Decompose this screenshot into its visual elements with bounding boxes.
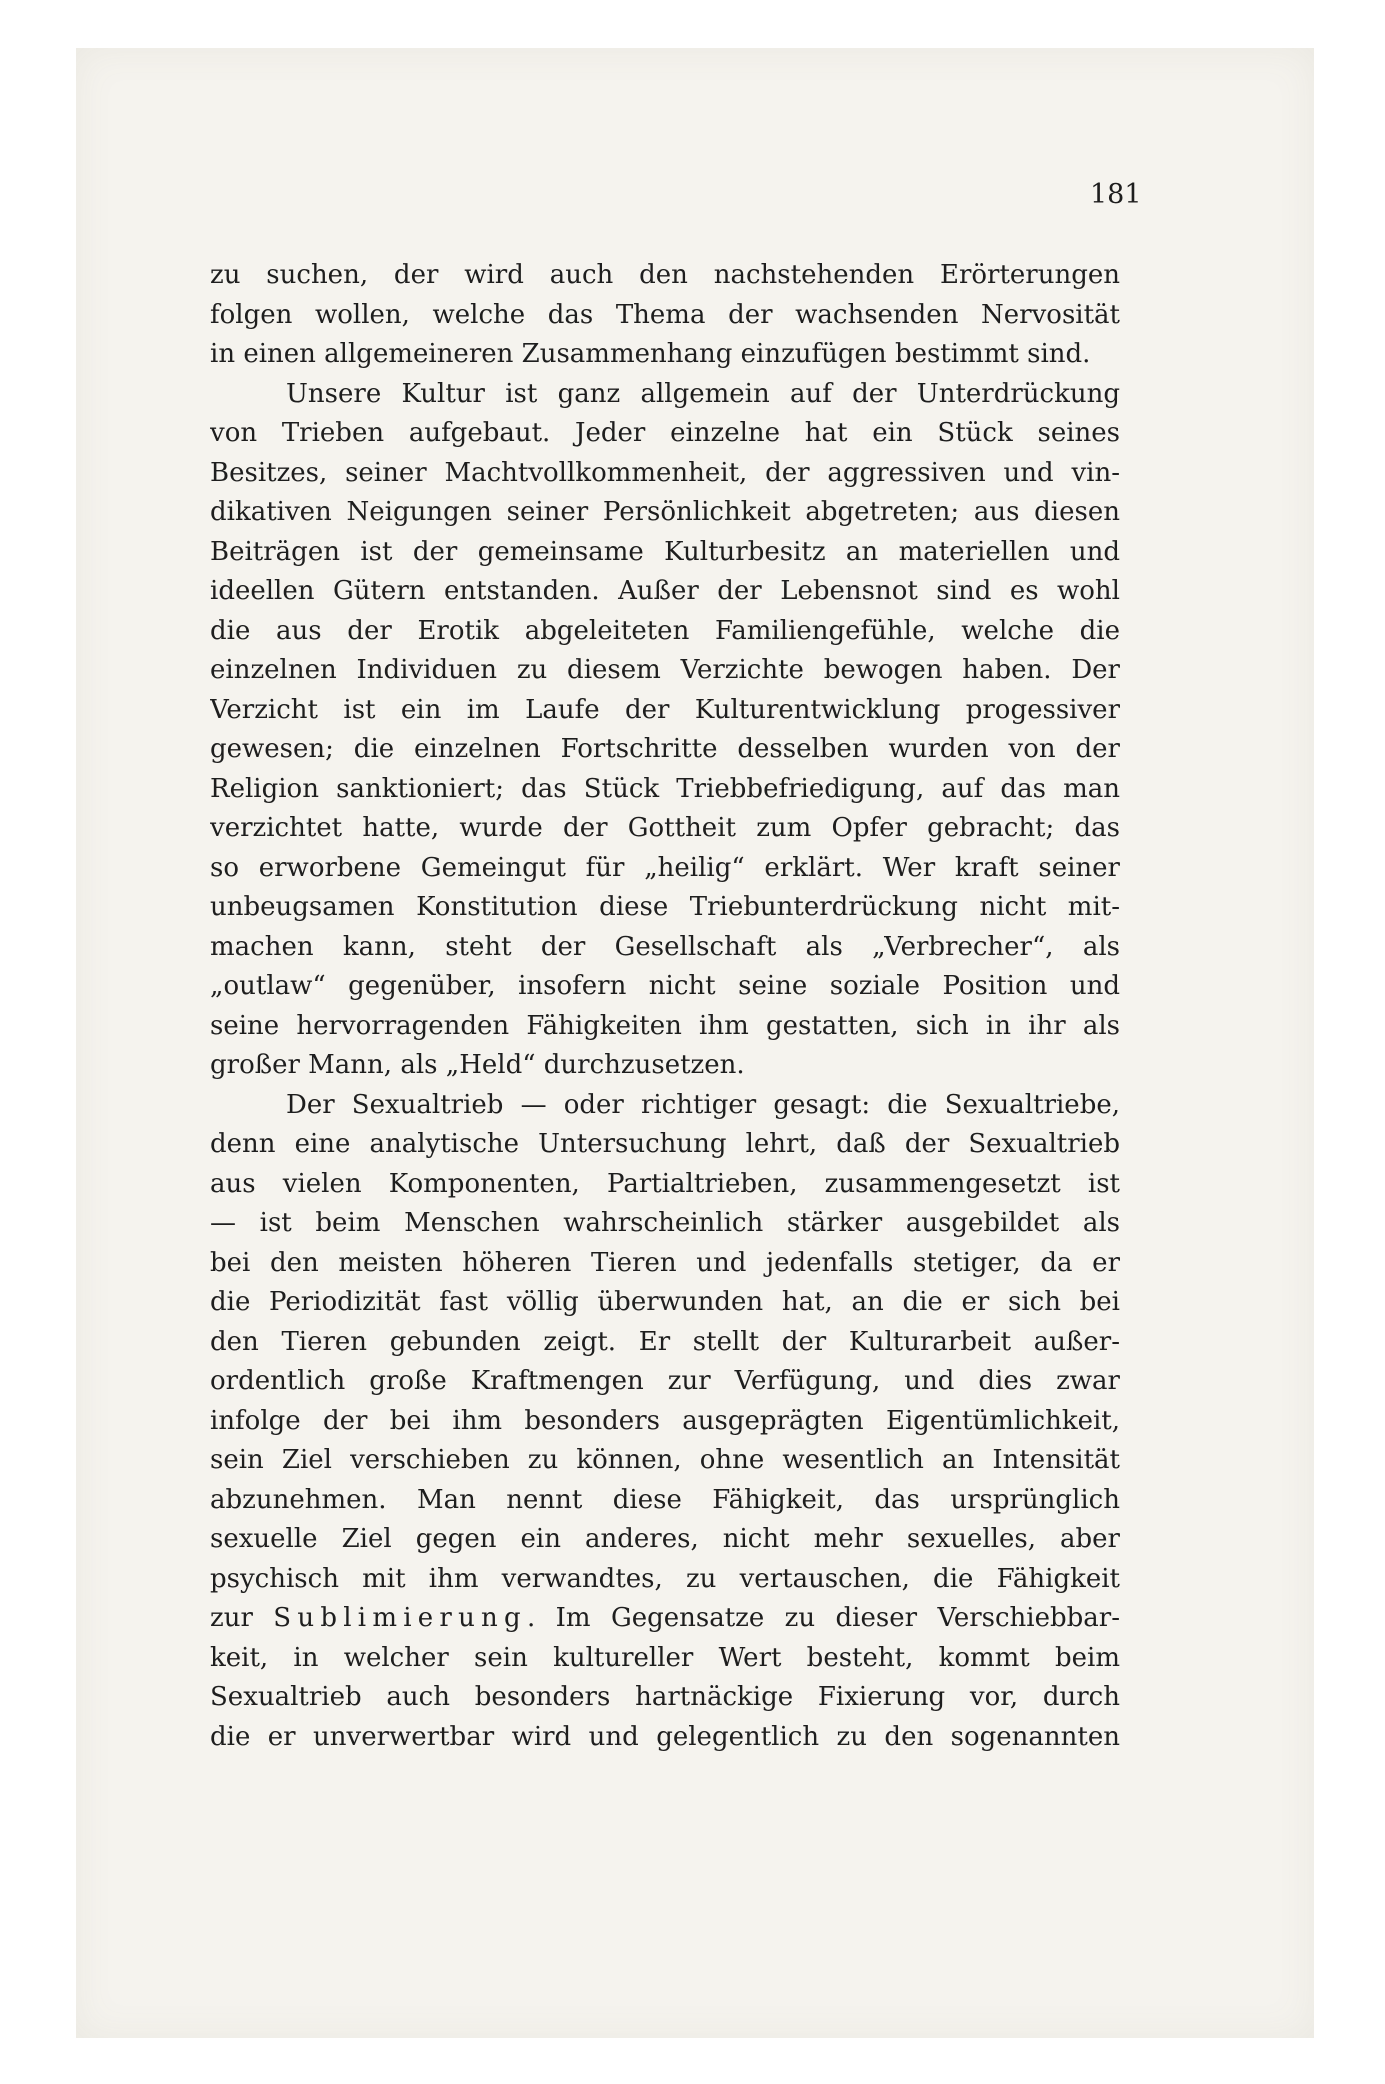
- text-line: sein Ziel verschieben zu können, ohne wesentlich an Intensität: [210, 1445, 1120, 1475]
- text-line: machen kann, steht der Gesellschaft als „Verbrecher“, als: [210, 931, 1120, 962]
- text-line: aus vielen Komponenten, Partialtrieben, zusammengesetzt ist: [210, 1168, 1120, 1199]
- text-line: sexuelle Ziel gegen ein anderes, nicht mehr sexuelles, aber: [210, 1524, 1120, 1554]
- text-line: Beiträgen ist der gemeinsame Kulturbesitz an materiellen und: [210, 536, 1120, 567]
- text-line: ordentlich große Kraftmengen zur Verfügung, und dies zwar: [210, 1366, 1120, 1396]
- text-line: Unsere Kultur ist ganz allgemein auf der Unterdrückung: [286, 378, 1120, 409]
- text-line: keit, in welcher sein kultureller Wert besteht, kommt beim: [210, 1642, 1120, 1673]
- text-line: unbeugsamen Konstitution diese Triebunterdrückung nicht mit-: [210, 892, 1120, 922]
- text-line: „outlaw“ gegenüber, insofern nicht seine soziale Position und: [210, 971, 1120, 1001]
- text-line: verzichtet hatte, wurde der Gottheit zum Opfer gebracht; das: [210, 813, 1120, 843]
- text-line: bei den meisten höheren Tieren und jedenfalls stetiger, da er: [210, 1247, 1120, 1278]
- text-line-sublimierung: [210, 1599, 1120, 1639]
- text-line: seine hervorragenden Fähigkeiten ihm gestatten, sich in ihr als: [210, 1010, 1120, 1041]
- text-line: abzunehmen. Man nennt diese Fähigkeit, das ursprünglich: [210, 1484, 1120, 1515]
- text-line: dikativen Neigungen seiner Persönlichkeit abgetreten; aus diesen: [210, 497, 1120, 527]
- spaced-term-sublimierung: Sublimierung: [273, 1603, 527, 1633]
- text-line: die er unverwertbar wird und gelegentlich zu den sogenannten: [210, 1721, 1120, 1752]
- text-line: die aus der Erotik abgeleiteten Familiengefühle, welche die: [210, 615, 1120, 646]
- body-text: [210, 256, 1120, 1757]
- text-line: Sexualtrieb auch besonders hartnäckige Fixierung vor, durch: [210, 1682, 1120, 1712]
- text-line: großer Mann, als „Held“ durchzusetzen.: [210, 1050, 745, 1080]
- line-start: zur: [210, 1603, 274, 1633]
- text-line: einzelnen Individuen zu diesem Verzichte bewogen haben. Der: [210, 655, 1120, 685]
- text-line: Religion sanktioniert; das Stück Triebbefriedigung, auf das man: [210, 773, 1120, 804]
- text-line: — ist beim Menschen wahrscheinlich stärker ausgebildet als: [210, 1208, 1120, 1238]
- text-line: Besitzes, seiner Machtvollkommenheit, der aggressiven und vin-: [210, 457, 1120, 488]
- text-line: denn eine analytische Untersuchung lehrt, daß der Sexualtrieb: [210, 1129, 1120, 1159]
- text-line: die Periodizität fast völlig überwunden hat, an die er sich bei: [210, 1287, 1120, 1317]
- text-line: ideellen Gütern entstanden. Außer der Lebensnot sind es wohl: [210, 576, 1120, 606]
- text-line: psychisch mit ihm verwandtes, zu vertauschen, die Fähigkeit: [210, 1563, 1120, 1594]
- text-line: infolge der bei ihm besonders ausgeprägten Eigentümlichkeit,: [210, 1405, 1120, 1436]
- text-line: von Trieben aufgebaut. Jeder einzelne hat ein Stück seines: [210, 418, 1120, 448]
- text-line: Verzicht ist ein im Laufe der Kulturentwicklung progessiver: [210, 694, 1120, 725]
- line-rest: . Im Gegensatze zu dieser Verschiebbar-: [526, 1603, 1120, 1633]
- page-number: 181: [1090, 179, 1142, 210]
- text-line: zu suchen, der wird auch den nachstehenden Erörterungen: [210, 260, 1120, 290]
- text-line: folgen wollen, welche das Thema der wachsenden Nervosität: [210, 299, 1120, 330]
- text-line: in einen allgemeineren Zusammenhang einzufügen bestimmt sind.: [210, 339, 1091, 369]
- text-line: Der Sexualtrieb — oder richtiger gesagt: die Sexualtriebe,: [286, 1089, 1120, 1120]
- text-line: gewesen; die einzelnen Fortschritte desselben wurden von der: [210, 734, 1120, 764]
- text-line: so erworbene Gemeingut für „heilig“ erklärt. Wer kraft seiner: [210, 852, 1120, 883]
- text-line: den Tieren gebunden zeigt. Er stellt der Kulturarbeit außer-: [210, 1326, 1120, 1357]
